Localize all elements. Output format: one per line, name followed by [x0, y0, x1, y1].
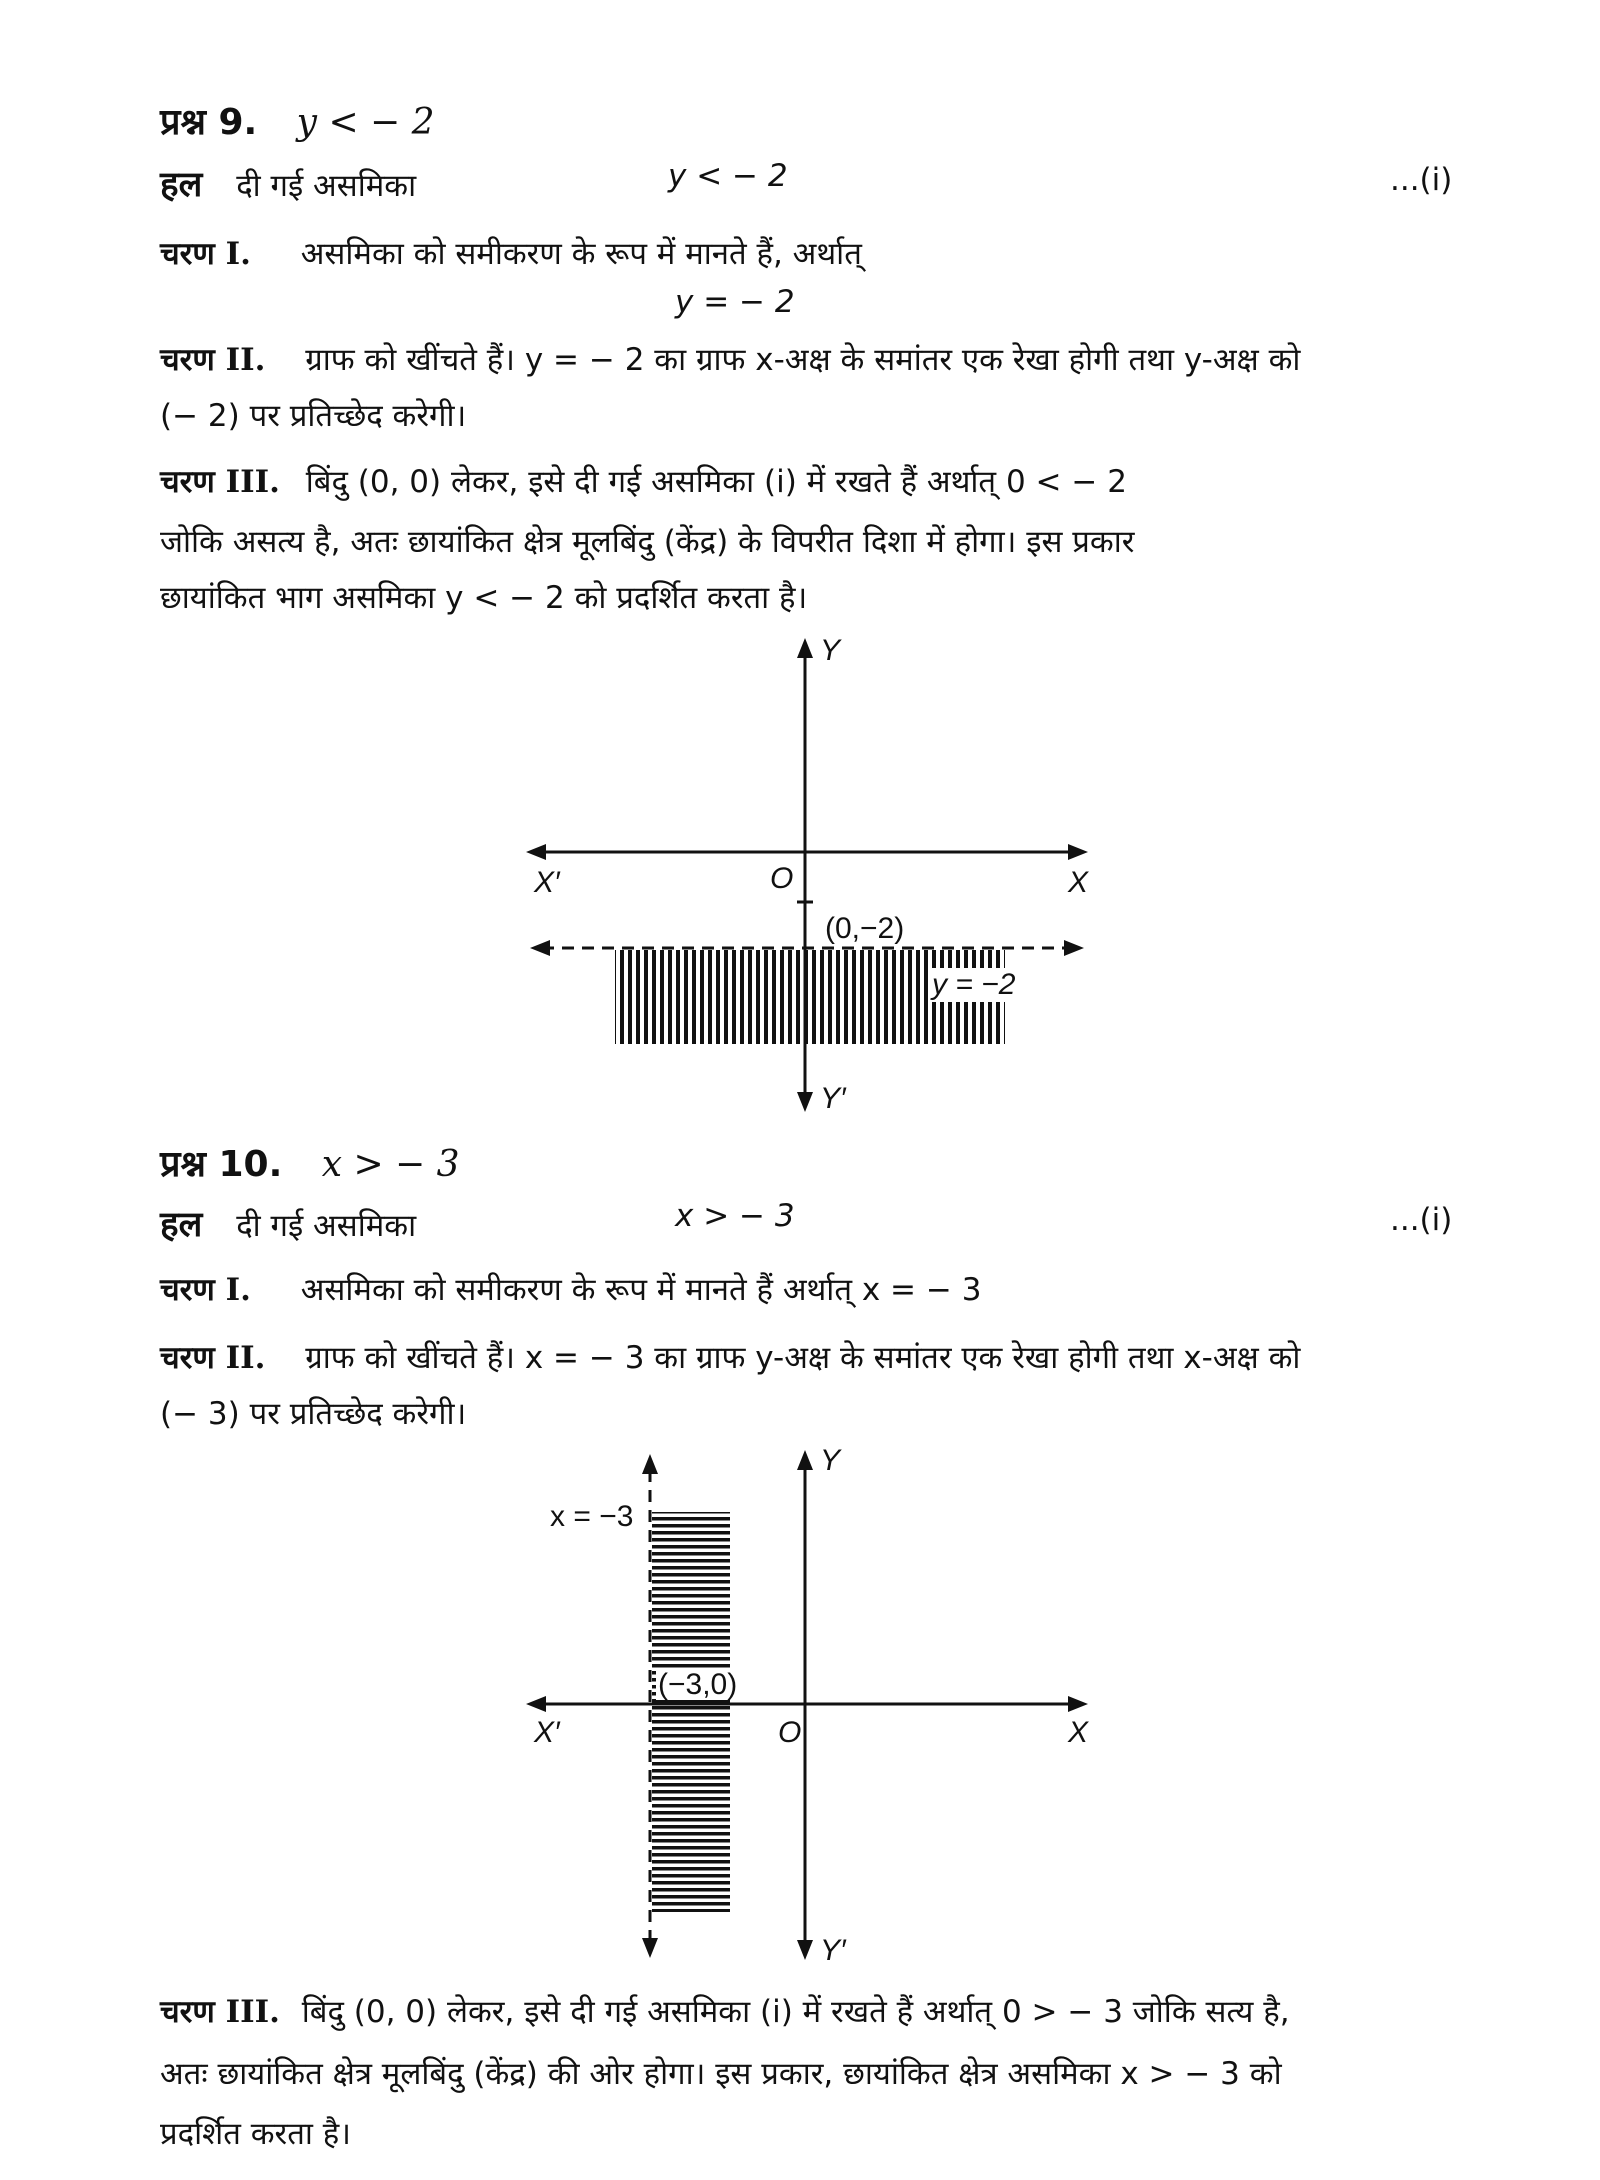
q10-given: दी गई असमिका: [236, 1208, 417, 1244]
q9-heading-line: [160, 96, 435, 145]
q10-x-arrow-right: [1068, 1696, 1088, 1712]
q10-y-neg-label: Y′: [820, 1934, 846, 1967]
q10-y-arrow-down: [797, 1940, 813, 1960]
q9-heading: प्रश्न 9.: [160, 102, 258, 143]
q9-given: दी गई असमिका: [236, 168, 417, 204]
q9-point-label: (0,−2): [825, 912, 905, 945]
q10-y-arrow-up: [797, 1450, 813, 1470]
q9-step1-eq: y = − 2: [675, 284, 795, 320]
q10-shaded-region: [652, 1512, 730, 1912]
q9-step3-text: बिंदु (0, 0) लेकर, इसे दी गई असमिका (i) में रखते हैं अर्थात् 0 < − 2: [305, 464, 1127, 500]
q10-step1: [160, 1268, 981, 1310]
q9-x-neg-label: X′: [534, 866, 560, 899]
q10-origin-label: O: [778, 1716, 802, 1749]
q10-line-label: x = −3: [550, 1500, 634, 1533]
q10-boundary-arrow-up: [642, 1454, 658, 1474]
q9-boundary-arrow-right: [1064, 940, 1084, 956]
q9-given-expr: y < − 2: [668, 158, 788, 194]
q9-origin-label: O: [770, 862, 794, 895]
q10-given-expr: x > − 3: [675, 1198, 795, 1234]
q9-x-arrow-right: [1068, 844, 1088, 860]
q10-heading: प्रश्न 10.: [160, 1144, 283, 1185]
q10-solution-line: [160, 1200, 416, 1247]
q9-x-label: X: [1068, 866, 1089, 899]
q10-step3: [160, 1990, 1290, 2032]
q10-x-neg-label: X′: [534, 1716, 560, 1749]
q10-y-label: Y: [820, 1444, 841, 1477]
q10-point-label: (−3,0): [658, 1668, 738, 1701]
q9-graph: [500, 630, 1120, 1120]
q10-x-label: X: [1068, 1716, 1089, 1749]
q10-step2-text: ग्राफ को खींचते हैं। x = − 3 का ग्राफ y-अक्ष के समांतर एक रेखा होगी तथा x-अक्ष को: [305, 1340, 1301, 1376]
q9-line-label: y = −2: [932, 968, 1016, 1001]
q10-step2-label: चरण II.: [160, 1340, 266, 1376]
q10-step1-label: चरण I.: [160, 1272, 251, 1308]
q10-step2-text2: (− 3) पर प्रतिच्छेद करेगी।: [160, 1396, 467, 1432]
q9-step2-label: चरण II.: [160, 342, 266, 378]
q10-step1-text: असमिका को समीकरण के रूप में मानते हैं अर्थात् x = − 3: [300, 1272, 982, 1308]
q10-eq-tag: ...(i): [1390, 1202, 1453, 1238]
q9-y-arrow-up: [797, 638, 813, 658]
q9-inequality: y < − 2: [296, 102, 435, 143]
q9-y-label: Y: [820, 634, 841, 667]
q9-solution-line: [160, 160, 416, 207]
q9-step1-label: चरण I.: [160, 236, 251, 272]
q10-inequality: x > − 3: [321, 1144, 460, 1185]
q9-boundary-arrow-left: [530, 940, 550, 956]
q10-step2: [160, 1336, 1300, 1378]
q10-step3-text: बिंदु (0, 0) लेकर, इसे दी गई असमिका (i) में रखते हैं अर्थात् 0 > − 3 जोकि सत्य है,: [301, 1994, 1290, 2030]
q9-sol-label: हल: [160, 165, 203, 205]
q9-step2: [160, 338, 1300, 380]
q9-step3-text2: जोकि असत्य है, अतः छायांकित क्षेत्र मूलबिंदु (केंद्र) के विपरीत दिशा में होगा। इस प्रकार: [160, 524, 1135, 560]
q9-step1-text: असमिका को समीकरण के रूप में मानते हैं, अर्थात्: [300, 236, 862, 272]
q9-step2-text2: (− 2) पर प्रतिच्छेद करेगी।: [160, 398, 467, 434]
q10-step3-text2: अतः छायांकित क्षेत्र मूलबिंदु (केंद्र) की ओर होगा। इस प्रकार, छायांकित क्षेत्र असमिका x > − 3 को: [160, 2056, 1282, 2092]
q9-step3-label: चरण III.: [160, 464, 280, 500]
q9-y-neg-label: Y′: [820, 1082, 846, 1115]
q10-sol-label: हल: [160, 1205, 203, 1245]
q10-step3-text3: प्रदर्शित करता है।: [160, 2116, 351, 2152]
q9-step3-text3: छायांकित भाग असमिका y < − 2 को प्रदर्शित करता है।: [160, 580, 808, 616]
q9-x-arrow-left: [526, 844, 546, 860]
q9-y-arrow-down: [797, 1092, 813, 1112]
q9-step1: [160, 232, 862, 274]
q9-step3: [160, 460, 1127, 502]
q10-graph: [500, 1440, 1120, 1970]
q10-boundary-arrow-down: [642, 1938, 658, 1958]
q10-x-arrow-left: [526, 1696, 546, 1712]
q9-step2-text: ग्राफ को खींचते हैं। y = − 2 का ग्राफ x-अक्ष के समांतर एक रेखा होगी तथा y-अक्ष को: [305, 342, 1301, 378]
q9-eq-tag: ...(i): [1390, 162, 1453, 198]
q10-heading-line: [160, 1138, 460, 1187]
q10-step3-label: चरण III.: [160, 1994, 280, 2030]
